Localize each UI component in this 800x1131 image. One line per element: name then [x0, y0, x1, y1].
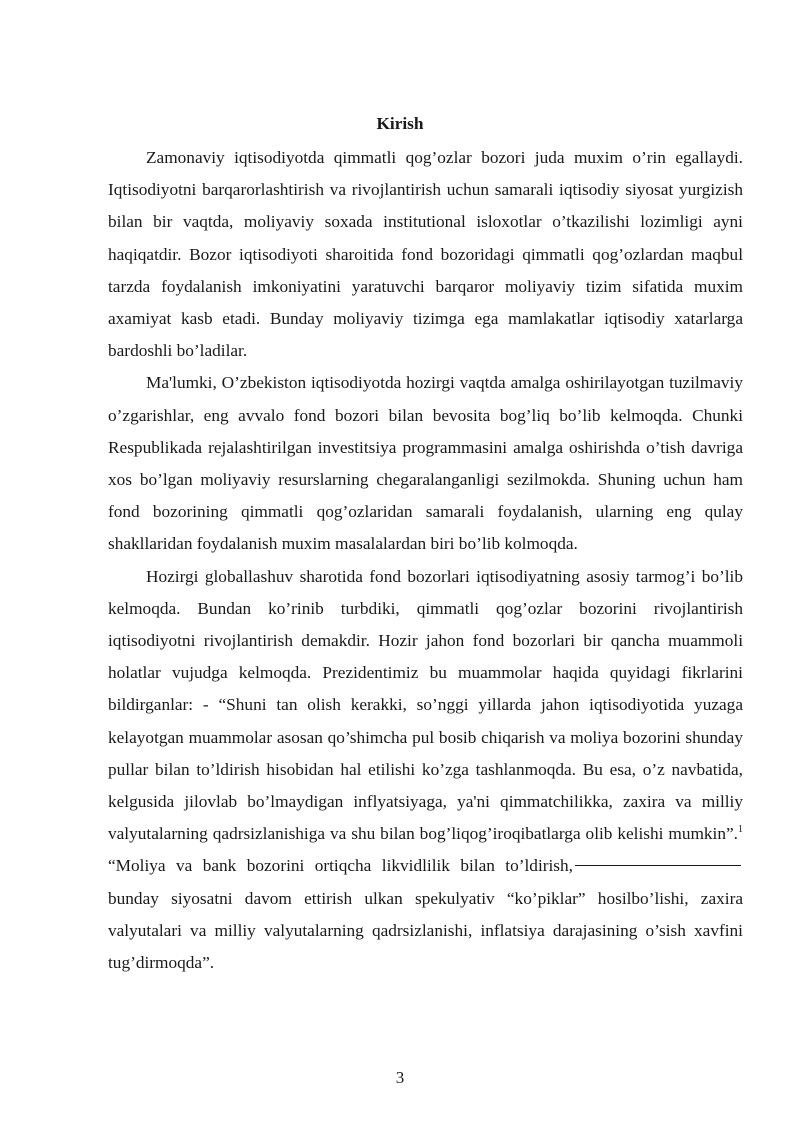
footnote-marker: 1 [738, 824, 743, 836]
paragraph-3-text: Hozirgi globallashuv sharotida fond bozorlari iqtisodiyatning asosiy tarmog’i bo’lib kelmoqda. Bundan ko’rinib turbdiki, qimmatli qog’ozlar bozorini rivojlantirish iqtisodiyotni rivojlantirish demakdir. Hozir jahon fond bozorlari bir qancha muammoli holatlar vujudga kelmoqda. Prezidentimiz bu muammolar haqida quyidagi fikrlarini bildirganlar: - “Shuni tan olish kerakki, so’nggi yillarda jahon iqtisodiyotida yuzaga kelayotgan muammolar asosan qo’shimcha pul bosib chiqarish va moliya bozorini shunday pullar bilan to’ldirish hisobidan hal etilishi ko’zga tashlanmoqda. Bu esa, o’z navbatida, kelgusida jilovlab bo’lmaydigan inflyatsiyaga, ya'ni qimmatchilikka, zaxira va milliy valyutalarning qadrsizlanishiga va shu bilan bog’liqog’iroqibatlarga olib kelishi mumkin”. [108, 566, 743, 844]
paragraph-2: Ma'lumki, O’zbekiston iqtisodiyotda hozirgi vaqtda amalga oshirilayotgan tuzilmaviy o’zgarishlar, eng avvalo fond bozori bilan bevosita bog’liq bo’lib kelmoqda. Chunki Respublikada rejalashtirilgan investitsiya programmasini amalga oshirishda o’tish davriga xos bo’lgan moliyaviy resurslarning chegaralanganligi sezilmokda. Shuning uchun ham fond bozorining qimmatli qog’ozlaridan samarali foydalanish, ularning eng qulay shakllaridan foydalanish muxim masalalardan biri bo’lib kolmoqda. [108, 373, 743, 554]
section-title: Kirish [376, 114, 424, 133]
blank-rule [575, 865, 741, 866]
paragraph-1: Zamonaviy iqtisodiyotda qimmatli qog’ozlar bozori juda muxim o’rin egallaydi. Iqtisodiyotni barqarorlashtirish va rivojlantirish uchun samarali iqtisodiy siyosat yurgizish bilan bir vaqtda, moliyaviy soxada institutional isloxotlar o’tkazilishi lozimligi ayni haqiqatdir. Bozor iqtisodiyoti sharoitida fond bozoridagi qimmatli qog’ozlardan maqbul tarzda foydalanish imkoniyatini yaratuvchi barqaror moliyaviy tizim sifatida muxim axamiyat kasb etadi. Bunday moliyaviy tizimga ega mamlakatlar iqtisodiy xatarlarga bardoshli bo’ladilar. [108, 148, 743, 361]
paragraph-3-tail: bunday siyosatni davom ettirish ulkan spekulyativ “ko’piklar” hosilbo’lishi, zaxira valyutalari va milliy valyutalarning qadrsizlanishi, inflatsiya darajasining o’sish xavfini tug’dirmoqda”. [108, 888, 743, 973]
paragraph-3-quote: “Moliya va bank bozorini ortiqcha likvidlilik bilan to’ldirish, [108, 856, 573, 876]
body-text [108, 142, 743, 979]
paragraph-3 [108, 561, 743, 980]
page-number: 3 [395, 1068, 405, 1087]
